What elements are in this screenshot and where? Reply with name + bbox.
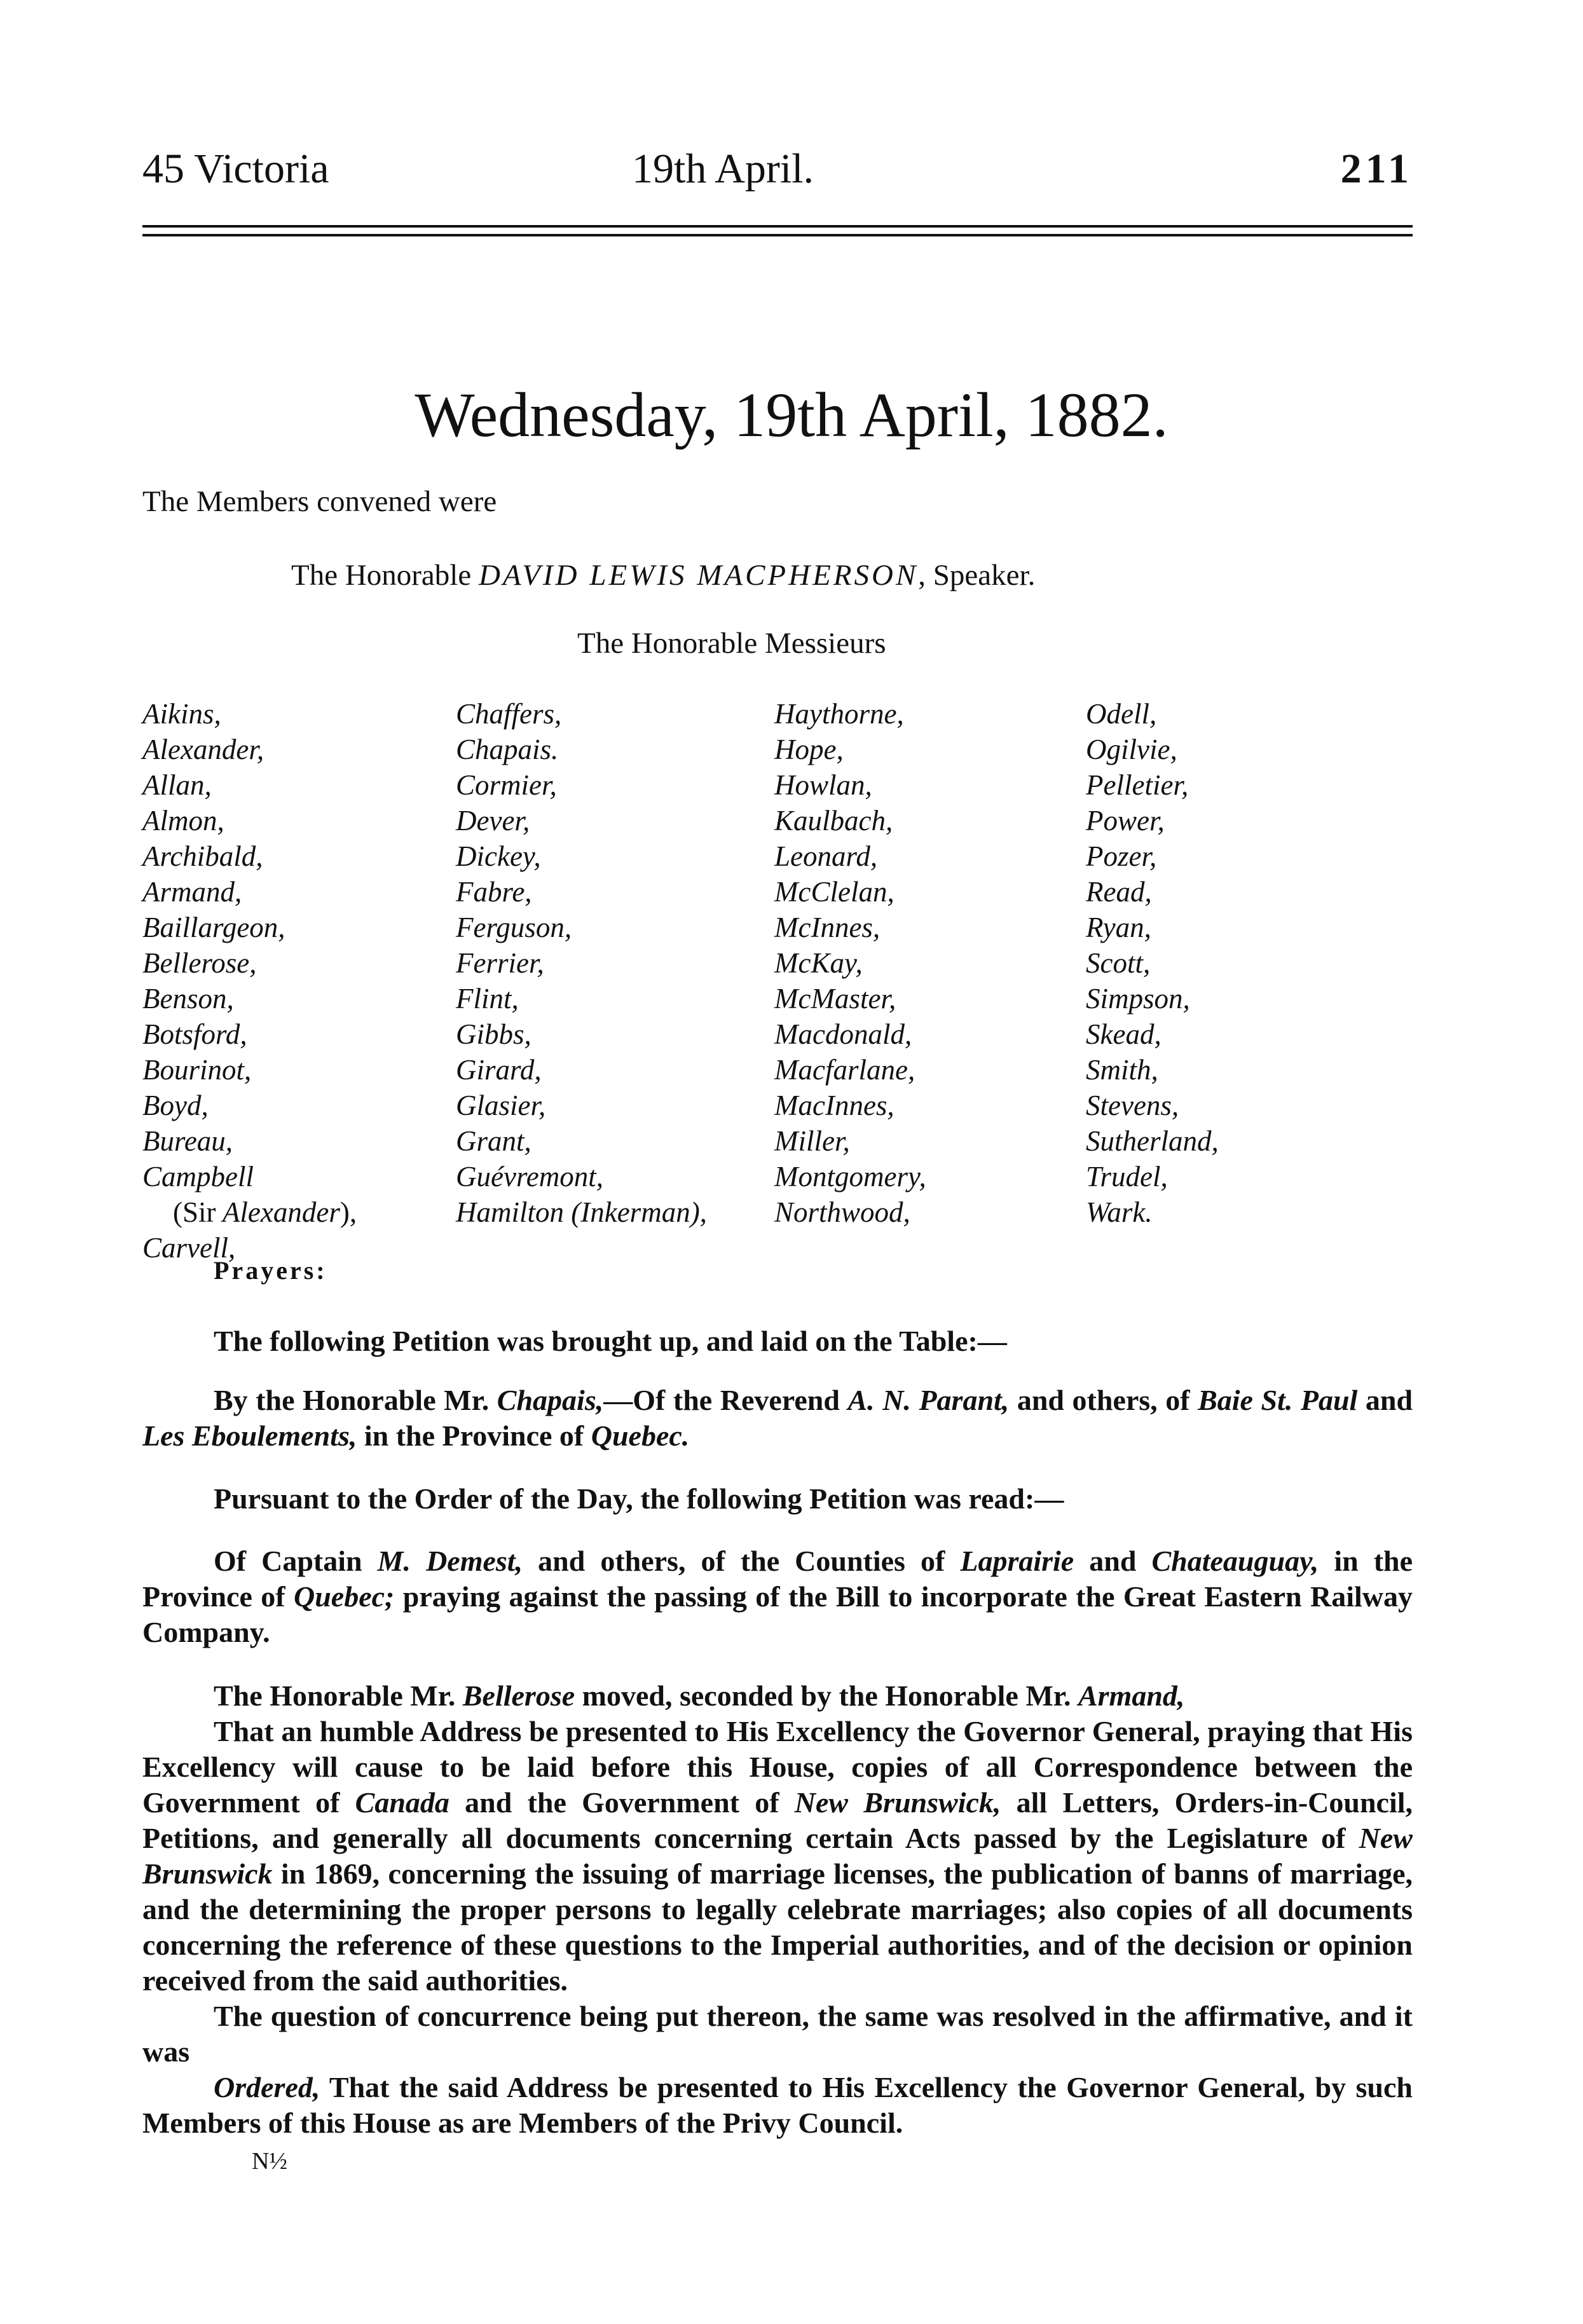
senator-name: Glasier, xyxy=(456,1090,546,1121)
senator-name: Dickey, xyxy=(456,840,541,872)
senator-name: Guévremont, xyxy=(456,1161,604,1193)
petition-demest: Of Captain M. Demest, and others, of the Counties of Laprairie and Chateauguay, in the Province of Quebec; praying against the passing of the Bill to incorporate the Great Eastern Railway Company. xyxy=(142,1545,1413,1648)
senator-name: Bureau, xyxy=(142,1125,233,1157)
prayers-heading: Prayers: xyxy=(214,1256,327,1285)
senator-name: Odell, xyxy=(1086,698,1157,730)
petition-intro: The following Petition was brought up, and laid on the Table:— xyxy=(214,1325,1007,1357)
header-session: 45 Victoria xyxy=(142,146,329,192)
question-put: The question of concurrence being put thereon, the same was resolved in the affirmative, and it was xyxy=(142,2000,1413,2068)
senator-name: Carvell, xyxy=(142,1232,236,1264)
speaker-suffix: , Speaker. xyxy=(918,559,1036,592)
senator-name: Ryan, xyxy=(1086,912,1151,943)
senator-name: Pelletier, xyxy=(1086,769,1189,801)
senator-name: Ferguson, xyxy=(456,912,572,943)
senator-name: Grant, xyxy=(456,1125,531,1157)
senator-name: Campbell xyxy=(142,1161,254,1193)
senator-name: Stevens, xyxy=(1086,1090,1179,1121)
senator-name: Aikins, xyxy=(142,698,221,730)
petition-chapais: By the Honorable Mr. Chapais,—Of the Reverend A. N. Parant, and others, of Baie St. Paul and Les Eboulements, in the Province of Quebec. xyxy=(142,1384,1413,1452)
motion-intro: The Honorable Mr. Bellerose moved, seconded by the Honorable Mr. Armand, xyxy=(214,1679,1185,1712)
senator-name: Bellerose, xyxy=(142,947,257,979)
senator-name-continuation: (Sir Alexander), xyxy=(173,1196,357,1228)
senator-name: Archibald, xyxy=(142,840,263,872)
senator-name: McInnes, xyxy=(774,912,881,943)
senator-name: Smith, xyxy=(1086,1054,1158,1086)
header-date: 19th April. xyxy=(632,146,814,192)
senator-name: McKay, xyxy=(774,947,863,979)
ordered-clause: Ordered, That the said Address be presented to His Excellency the Governor General, by such Members of this House as are Members of the Privy Council. xyxy=(142,2071,1413,2139)
senator-name: Dever, xyxy=(456,805,530,837)
senator-name: McClelan, xyxy=(774,876,894,908)
members-intro: The Members convened were xyxy=(142,485,497,518)
senator-name: Allan, xyxy=(142,769,212,801)
senator-name: Fabre, xyxy=(456,876,532,908)
header-rule-top xyxy=(142,225,1413,228)
running-header xyxy=(142,145,1413,202)
senator-name: Hope, xyxy=(774,734,844,765)
senator-name: Bourinot, xyxy=(142,1054,252,1086)
senator-name: Almon, xyxy=(142,805,224,837)
senators-column-2 xyxy=(456,696,707,1230)
senator-name: Power, xyxy=(1086,805,1165,837)
senator-name: Howlan, xyxy=(774,769,872,801)
senator-name: Simpson, xyxy=(1086,983,1190,1015)
senator-name: Montgomery, xyxy=(774,1161,926,1193)
senators-column-1 xyxy=(142,696,357,1266)
speaker-prefix: The Honorable xyxy=(291,559,472,592)
senator-name: Read, xyxy=(1086,876,1152,908)
order-of-the-day: Pursuant to the Order of the Day, the following Petition was read:— xyxy=(214,1482,1064,1515)
senator-name: Sutherland, xyxy=(1086,1125,1219,1157)
senator-name: Northwood, xyxy=(774,1196,910,1228)
motion-block xyxy=(142,1678,1413,2141)
senator-name: Botsford, xyxy=(142,1018,247,1050)
senator-name: Macdonald, xyxy=(774,1018,912,1050)
senator-name: Baillargeon, xyxy=(142,912,285,943)
speaker-line xyxy=(291,558,1035,592)
senator-name: Benson, xyxy=(142,983,234,1015)
senator-name: Pozer, xyxy=(1086,840,1157,872)
senator-name: Chapais. xyxy=(456,734,559,765)
senator-name: Chaffers, xyxy=(456,698,562,730)
page-number: 211 xyxy=(1340,146,1413,192)
senator-name: Macfarlane, xyxy=(774,1054,915,1086)
senator-name: Scott, xyxy=(1086,947,1151,979)
header-rule-bottom xyxy=(142,234,1413,236)
signature-mark: N½ xyxy=(252,2148,287,2175)
senator-name: Alexander, xyxy=(142,734,264,765)
speaker-name: DAVID LEWIS MACPHERSON xyxy=(478,559,919,592)
senator-name: Boyd, xyxy=(142,1090,209,1121)
messieurs-heading: The Honorable Messieurs xyxy=(577,627,886,660)
senator-name: Haythorne, xyxy=(774,698,904,730)
senator-name: Girard, xyxy=(456,1054,542,1086)
senator-name: Miller, xyxy=(774,1125,850,1157)
senator-name: Wark. xyxy=(1086,1196,1153,1228)
senator-name: Leonard, xyxy=(774,840,878,872)
senator-name: Skead, xyxy=(1086,1018,1162,1050)
senators-column-4 xyxy=(1086,696,1219,1230)
senator-name: Ogilvie, xyxy=(1086,734,1177,765)
motion-text: That an humble Address be presented to His Excellency the Governor General, praying that His Excellency will cause to be laid before this House, copies of all Correspondence between the Government of Canada and the Government of New Brunswick, all Letters, Orders-in-Council, Petitions, and generally all documents concerning certain Acts passed by the Legislature of New Brunswick in 1869, concerning the issuing of marriage licenses, the publication of banns of marriage, and the determining the proper persons to legally celebrate marriages; also copies of all documents concerning the reference of these questions to the Imperial authorities, and of the decision or opinion received from the said authorities. xyxy=(142,1715,1413,1997)
senator-name: Kaulbach, xyxy=(774,805,893,837)
senator-name: McMaster, xyxy=(774,983,896,1015)
senator-name: Flint, xyxy=(456,983,519,1015)
senator-name: Gibbs, xyxy=(456,1018,531,1050)
senator-name: Cormier, xyxy=(456,769,557,801)
senator-name: Ferrier, xyxy=(456,947,544,979)
senator-name: Trudel, xyxy=(1086,1161,1168,1193)
senators-column-3 xyxy=(774,696,926,1230)
senator-name: MacInnes, xyxy=(774,1090,894,1121)
senator-name: Armand, xyxy=(142,876,242,908)
date-heading: Wednesday, 19th April, 1882. xyxy=(415,379,1168,450)
senator-name: Hamilton (Inkerman), xyxy=(456,1196,707,1228)
